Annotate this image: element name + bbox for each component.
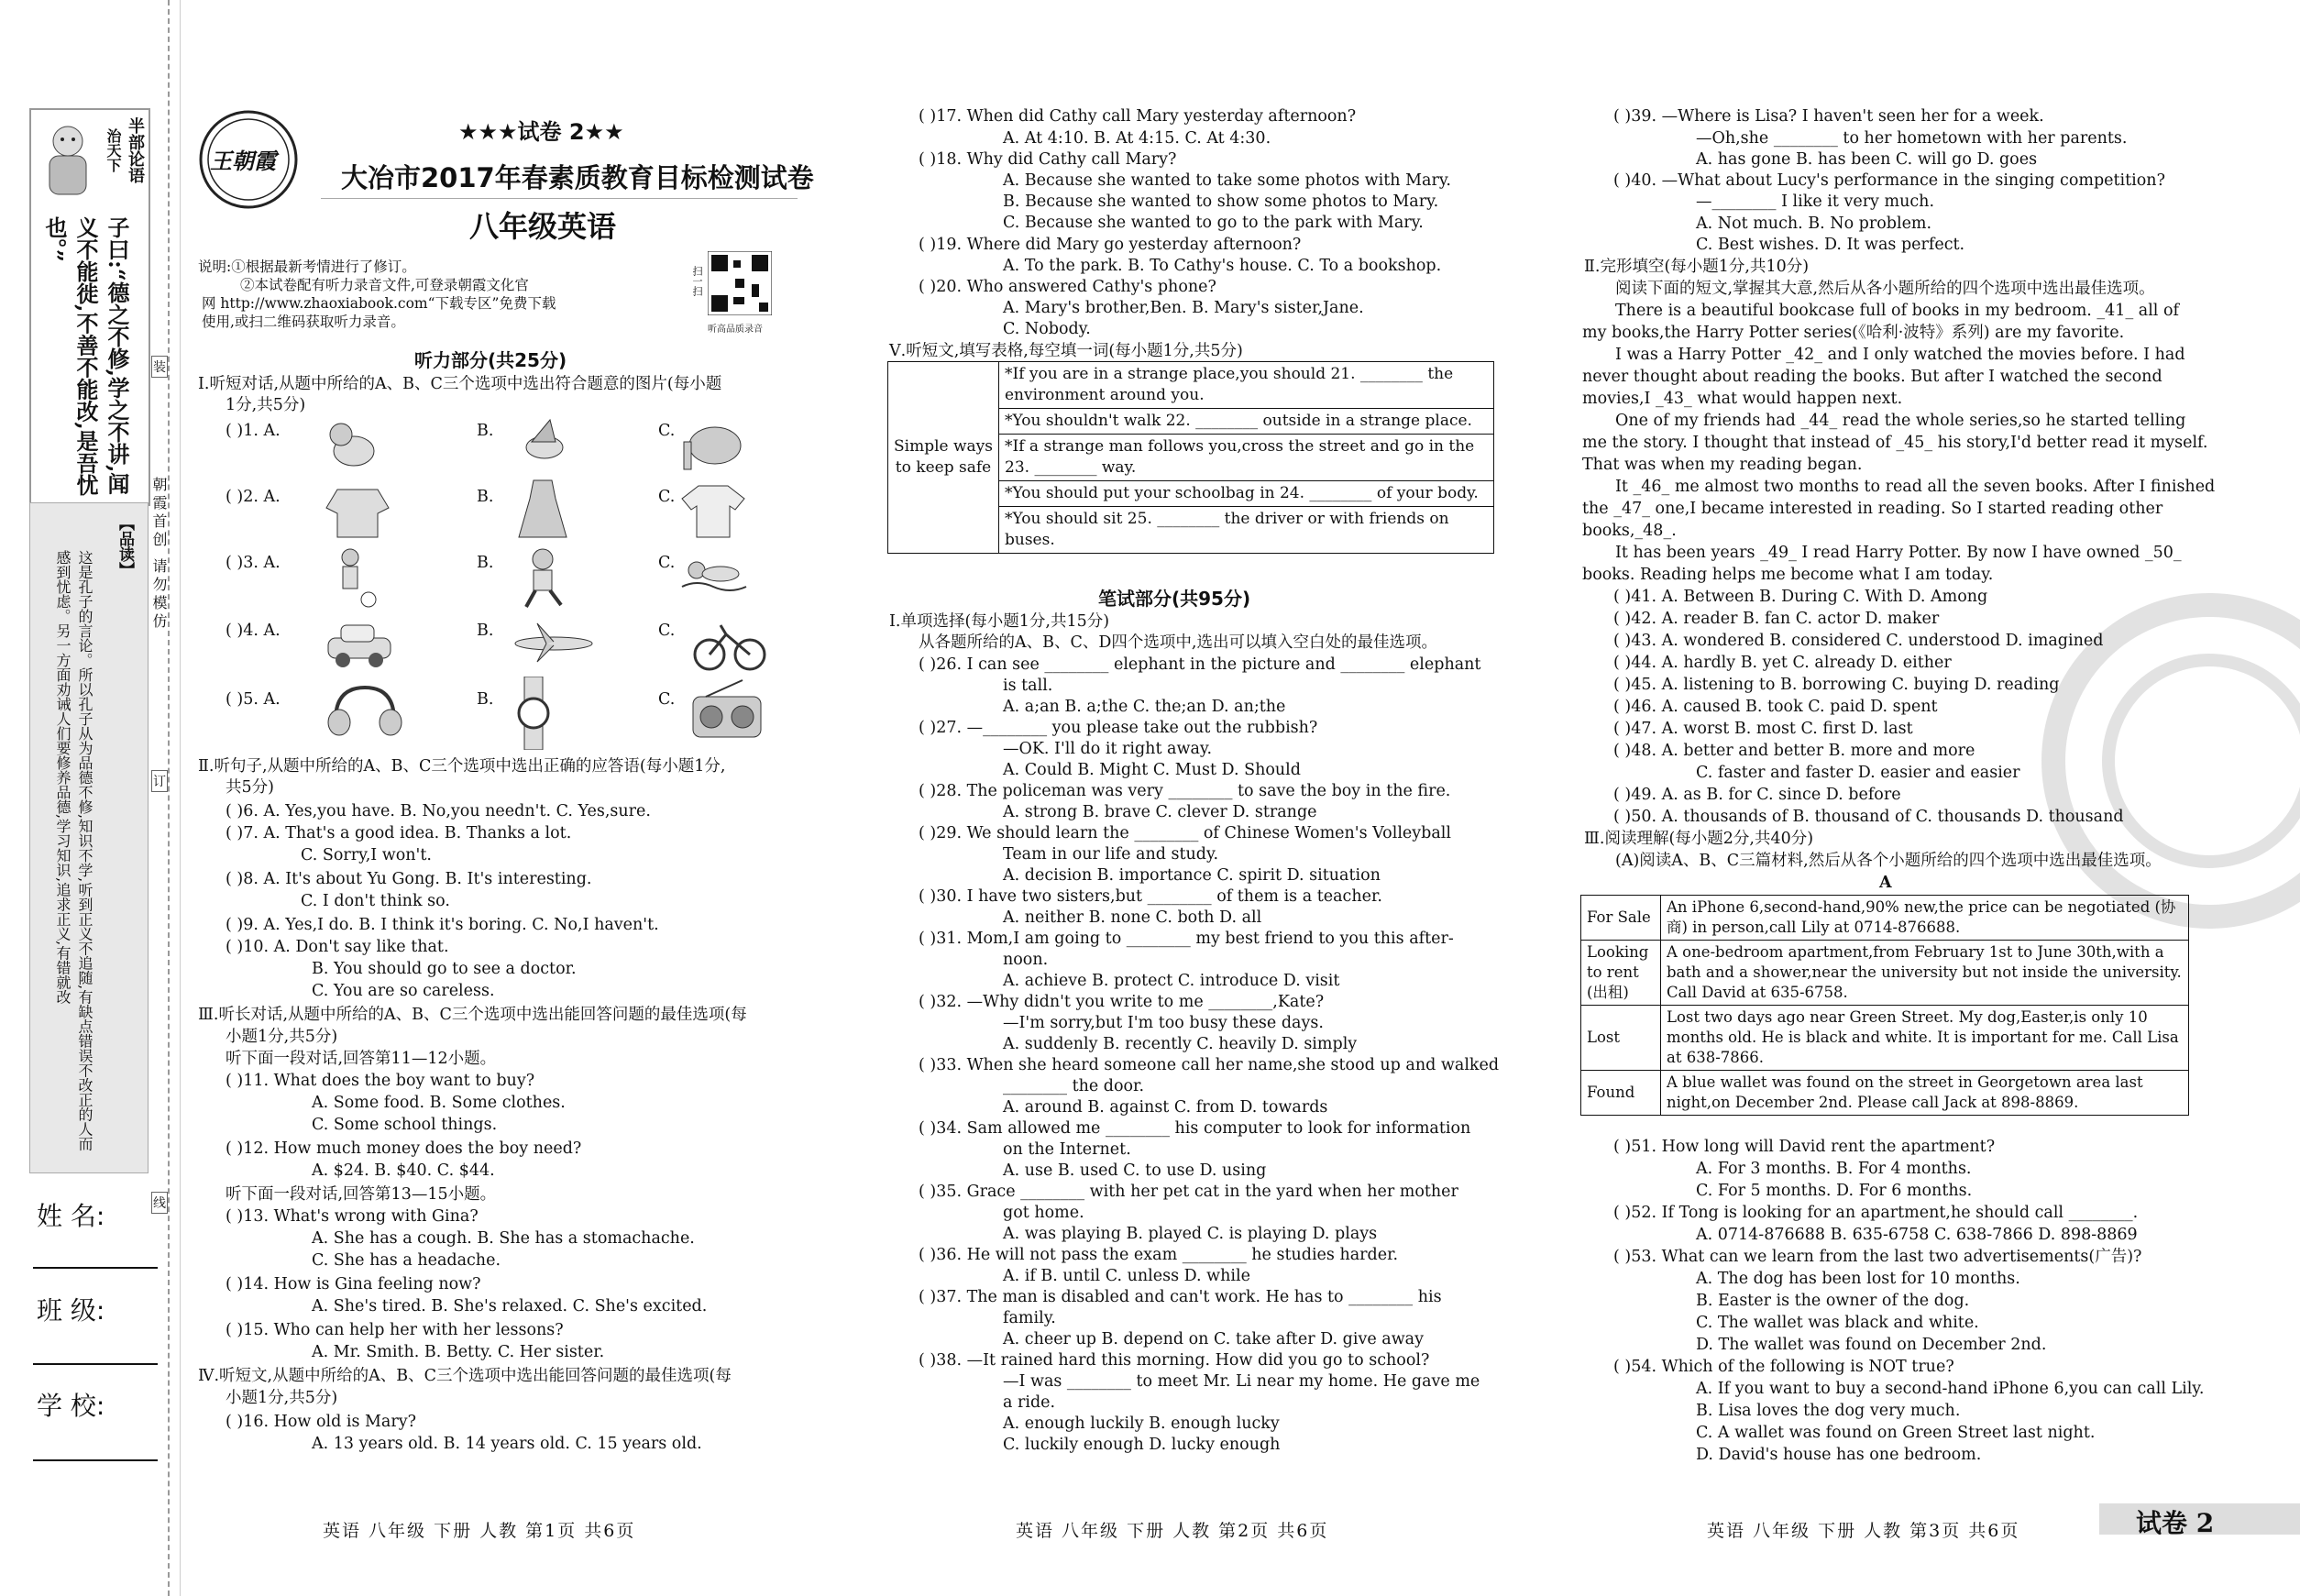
- safety-row-21: *If you are in a strange place,you should 21. ________ the environment around you.: [999, 362, 1494, 409]
- question-18-c: C. Because she wanted to go to the park with Mary.: [1003, 214, 1424, 232]
- section-3-title-b: 小题1分,共5分): [226, 1028, 338, 1046]
- cloze-option-48-cd: C. faster and faster D. easier and easier: [1696, 764, 2020, 782]
- question-40-opts-2: C. Best wishes. D. It was perfect.: [1696, 236, 1965, 254]
- question-19: ( )19. Where did Mary go yesterday afternoon?: [919, 236, 1302, 254]
- sidebar-pindu-label: 【品读】: [116, 515, 134, 578]
- cloze-option-48: ( )48. A. better and better B. more and more: [1613, 742, 1975, 760]
- question-54-a: A. If you want to buy a second-hand iPhone 6,you can call Lily.: [1696, 1380, 2205, 1398]
- question-7: ( )7. A. That's a good idea. B. Thanks a lot.: [226, 824, 572, 842]
- question-11-ab: A. Some food. B. Some clothes.: [312, 1094, 566, 1112]
- paper-number: ★★★试卷 2★★: [458, 119, 624, 145]
- question-52-opts: A. 0714-876688 B. 635-6758 C. 638-7866 D. 898-8869: [1696, 1226, 2138, 1244]
- picture-q3-C: C.: [658, 554, 676, 572]
- section-3-instruction: 听下面一段对话,回答第11—12小题。: [226, 1050, 497, 1068]
- section-5-title: Ⅴ.听短文,填写表格,每空填一词(每小题1分,共5分): [889, 342, 1243, 360]
- question-16-ab: A. 13 years old. B. 14 years old. C. 15 years old.: [312, 1435, 702, 1453]
- question-36-opts: A. if B. until C. unless D. while: [1003, 1267, 1250, 1285]
- question-18-a: A. Because she wanted to take some photos with Mary.: [1003, 171, 1451, 190]
- question-14: ( )14. How is Gina feeling now?: [226, 1275, 481, 1293]
- name-label: 姓 名:: [37, 1201, 105, 1231]
- picture-q5-label: ( )5. A.: [226, 690, 281, 709]
- question-28-opts: A. strong B. brave C. clever D. strange: [1003, 803, 1317, 821]
- question-54-d: D. David's house has one bedroom.: [1696, 1446, 1982, 1464]
- cloze-line-8: That was when my reading began.: [1582, 456, 1863, 474]
- logo: [197, 108, 300, 211]
- ad-key-found: Found: [1581, 1071, 1661, 1116]
- section-3-instruction-2: 听下面一段对话,回答第13—15小题。: [226, 1185, 497, 1204]
- tshirt-icon[interactable]: [680, 480, 746, 545]
- ad-row-found: [1581, 1071, 2189, 1116]
- qr-caption: 听高品质录音: [708, 325, 763, 335]
- sidebar-vertical-strip: 朝霞首创 请勿模仿: [150, 477, 168, 633]
- question-13-c: C. She has a headache.: [312, 1251, 501, 1270]
- cloze-line-9: It _46_ me almost two months to read all the seven books. After I finished: [1615, 478, 2216, 496]
- question-33-b: ________ the door.: [1003, 1077, 1145, 1095]
- footer-page-1: 英语 八年级 下册 人教 第1页 共6页: [323, 1521, 636, 1541]
- radio-icon[interactable]: [688, 678, 766, 746]
- question-7-c: C. Sorry,I won't.: [301, 846, 432, 864]
- note-4: 使用,或扫二维码获取听力录音。: [202, 314, 405, 330]
- sidebar-cut-line-2: [180, 0, 181, 1596]
- note-3: 网 http://www.zhaoxiabook.com“下载专区”免费下载: [202, 295, 556, 312]
- picture-q2-B: B.: [477, 488, 494, 506]
- question-11-c: C. Some school things.: [312, 1116, 498, 1134]
- cloze-option-41: ( )41. A. Between B. During C. With D. Among: [1613, 588, 1988, 606]
- bicycle-icon[interactable]: [693, 614, 766, 678]
- question-10: ( )10. A. Don't say like that.: [226, 938, 449, 956]
- question-14-ab: A. She's tired. B. She's relaxed. C. She's excited.: [312, 1297, 708, 1315]
- section-7-title: Ⅱ.完形填空(每小题1分,共10分): [1584, 258, 1810, 276]
- ad-row-rent: [1581, 941, 2189, 1006]
- question-17: ( )17. When did Cathy call Mary yesterday afternoon?: [919, 107, 1357, 126]
- cloze-line-6: One of my friends had _44_ read the whole series,so he started telling: [1615, 412, 2186, 430]
- question-39-opts: A. has gone B. has been C. will go D. goes: [1696, 150, 2038, 169]
- cloze-line-10: the _47_ one,I became interested in reading. So I started reading other: [1582, 500, 2163, 518]
- picture-q2-label: ( )2. A.: [226, 488, 281, 506]
- school-label: 学 校:: [37, 1391, 105, 1421]
- question-11: ( )11. What does the boy want to buy?: [226, 1072, 535, 1090]
- question-38-opts-1: A. enough luckily B. enough lucky: [1003, 1414, 1280, 1433]
- bird-icon[interactable]: [513, 414, 578, 479]
- question-15: ( )15. Who can help her with her lessons?: [226, 1321, 564, 1339]
- class-field[interactable]: [33, 1363, 158, 1365]
- cloze-option-47: ( )47. A. worst B. most C. first D. last: [1613, 720, 1913, 738]
- section-6-title: Ⅰ.单项选择(每小题1分,共15分): [889, 612, 1110, 631]
- question-38-b: —I was ________ to meet Mr. Li near my home. He gave me: [1003, 1372, 1480, 1391]
- question-40-b: —________ I like it very much.: [1696, 193, 1935, 211]
- picture-q1-B: B.: [477, 422, 494, 440]
- cloze-line-1: There is a beautiful bookcase full of books in my bedroom. _41_ all of: [1615, 302, 2179, 320]
- picture-q2-C: C.: [658, 488, 676, 506]
- school-field[interactable]: [33, 1459, 158, 1461]
- question-26-opts: A. a;an B. a;the C. the;an D. an;the: [1003, 698, 1286, 716]
- question-27-opts: A. Could B. Might C. Must D. Should: [1003, 761, 1301, 779]
- cloze-option-42: ( )42. A. reader B. fan C. actor D. maker: [1613, 610, 1940, 628]
- safety-row-23: *If a strange man follows you,cross the street and go in the 23. ________ way.: [999, 435, 1494, 481]
- ads-table: [1580, 895, 2189, 1116]
- question-20: ( )20. Who answered Cathy's phone?: [919, 278, 1216, 296]
- question-51: ( )51. How long will David rent the apartment?: [1613, 1138, 1996, 1156]
- question-6: ( )6. A. Yes,you have. B. No,you needn't. C. Yes,sure.: [226, 802, 651, 820]
- section-3-title: Ⅲ.听长对话,从题中所给的A、B、C三个选项中选出能回答问题的最佳选项(每: [198, 1006, 747, 1024]
- cloze-line-11: books,_48_.: [1582, 522, 1677, 540]
- question-51-opts-1: A. For 3 months. B. For 4 months.: [1696, 1160, 1972, 1178]
- question-32-opts: A. suddenly B. recently C. heavily D. simply: [1003, 1035, 1358, 1053]
- question-40-opts-1: A. Not much. B. No problem.: [1696, 215, 1932, 233]
- question-10-c: C. You are so careless.: [312, 982, 495, 1000]
- question-30: ( )30. I have two sisters,but ________ of them is a teacher.: [919, 887, 1382, 906]
- sidebar-cut-line: [168, 0, 170, 1596]
- elephant-icon[interactable]: [678, 414, 748, 479]
- question-9: ( )9. A. Yes,I do. B. I think it's boring. C. No,I haven't.: [226, 916, 659, 934]
- safety-table: [887, 361, 1494, 554]
- cloze-option-45: ( )45. A. listening to B. borrowing C. buying D. reading: [1613, 676, 2060, 694]
- cloze-line-3: I was a Harry Potter _42_ and I only watched the movies before. I had: [1615, 346, 2185, 364]
- ad-value-rent: A one-bedroom apartment,from February 1st to June 30th,with a bath and a shower,near the university but not inside the university. Call David at 635-6758.: [1661, 941, 2189, 1006]
- ad-key-lost: Lost: [1581, 1006, 1661, 1071]
- question-53: ( )53. What can we learn from the last two advertisements(广告)?: [1613, 1248, 2142, 1266]
- writing-title: 笔试部分(共95分): [1098, 588, 1251, 610]
- qr-side-text: 扫一扫: [691, 266, 703, 296]
- question-12: ( )12. How much money does the boy need?: [226, 1139, 582, 1158]
- question-54-b: B. Lisa loves the dog very much.: [1696, 1402, 1961, 1420]
- car-icon[interactable]: [323, 620, 396, 675]
- cloze-line-12: It has been years _49_ I read Harry Potter. By now I have owned _50_: [1615, 544, 2182, 562]
- section-2-title-b: 共5分): [226, 778, 274, 797]
- question-27-b: —OK. I'll do it right away.: [1003, 740, 1213, 758]
- sidebar-quote: 子曰:“德之不修,学之不讲,闻义不能徙,不善不能改,是吾忧也。”: [41, 216, 130, 496]
- boy-running-icon[interactable]: [513, 546, 572, 614]
- question-33-opts: A. around B. against C. from D. towards: [1003, 1098, 1328, 1117]
- sidebar-portrait-icon: [37, 119, 99, 198]
- dog-icon[interactable]: [323, 414, 387, 479]
- passage-label: A: [1879, 874, 1892, 892]
- question-37: ( )37. The man is disabled and can't work. He has to ________ his: [919, 1288, 1442, 1306]
- footer-corner-label: 试卷 2: [2136, 1508, 2215, 1538]
- question-34-opts: A. use B. used C. to use D. using: [1003, 1161, 1267, 1180]
- question-39: ( )39. —Where is Lisa? I haven't seen her for a week.: [1613, 107, 2044, 126]
- question-51-opts-2: C. For 5 months. D. For 6 months.: [1696, 1182, 1973, 1200]
- headphones-icon[interactable]: [323, 684, 405, 743]
- question-20-ab: A. Mary's brother,Ben. B. Mary's sister,Jane.: [1003, 299, 1364, 317]
- section-4-title-b: 小题1分,共5分): [226, 1389, 338, 1407]
- qr-code-icon[interactable]: [708, 251, 772, 315]
- safety-row-25: *You should sit 25. ________ the driver or with friends on buses.: [999, 507, 1494, 554]
- question-8-c: C. I don't think so.: [301, 892, 450, 910]
- question-29: ( )29. We should learn the ________ of Chinese Women's Volleyball: [919, 824, 1451, 842]
- question-27: ( )27. —________ you please take out the rubbish?: [919, 719, 1318, 737]
- question-30-opts: A. neither B. none C. both D. all: [1003, 908, 1262, 927]
- question-18-b: B. Because she wanted to show some photos to Mary.: [1003, 193, 1439, 211]
- sidebar: [0, 0, 174, 1596]
- question-37-opts: A. cheer up B. depend on C. take after D. give away: [1003, 1330, 1424, 1348]
- section-1-title: Ⅰ.听短对话,从题中所给的A、B、C三个选项中选出符合题意的图片(每小题: [198, 375, 722, 393]
- cloze-line-4: never thought about reading the books. But after I watched the second: [1582, 368, 2162, 386]
- question-35-opts: A. was playing B. played C. is playing D. plays: [1003, 1225, 1378, 1243]
- question-36: ( )36. He will not pass the exam ________ he studies harder.: [919, 1246, 1399, 1264]
- cloze-line-13: books. Reading helps me become what I am today.: [1582, 566, 1994, 584]
- ad-key-rent: Looking to rent (出租): [1581, 941, 1661, 1006]
- sidebar-brand-side: 治天下: [105, 128, 122, 172]
- ad-row-lost: [1581, 1006, 2189, 1071]
- question-38: ( )38. —It rained hard this morning. How did you go to school?: [919, 1351, 1430, 1370]
- question-10-b: B. You should go to see a doctor.: [312, 960, 577, 978]
- question-37-b: family.: [1003, 1309, 1056, 1327]
- cloze-option-43: ( )43. A. wondered B. considered C. understood D. imagined: [1613, 632, 2104, 650]
- question-19-opts: A. To the park. B. To Cathy's house. C. To a bookshop.: [1003, 257, 1442, 275]
- cloze-option-49: ( )49. A. as B. for C. since D. before: [1613, 786, 1901, 804]
- question-35-b: got home.: [1003, 1204, 1084, 1222]
- question-35: ( )35. Grace ________ with her pet cat in the yard when her mother: [919, 1183, 1458, 1201]
- question-34-b: on the Internet.: [1003, 1140, 1131, 1159]
- safety-row-22: *You shouldn't walk 22. ________ outside in a strange place.: [999, 409, 1494, 435]
- exam-title: 大冶市2017年春素质教育目标检测试卷: [341, 162, 814, 193]
- question-39-b: —Oh,she ________ to her hometown with her parents.: [1696, 129, 2128, 148]
- airplane-icon[interactable]: [510, 620, 598, 669]
- name-field[interactable]: [33, 1267, 158, 1269]
- question-20-c: C. Nobody.: [1003, 320, 1091, 338]
- ad-key-sale: For Sale: [1581, 896, 1661, 941]
- question-26: ( )26. I can see ________ elephant in the picture and ________ elephant: [919, 655, 1481, 674]
- question-40: ( )40. —What about Lucy's performance in the singing competition?: [1613, 171, 2165, 190]
- question-31: ( )31. Mom,I am going to ________ my best friend to you this after-: [919, 930, 1454, 948]
- title-rule: [321, 198, 798, 199]
- picture-q4-C: C.: [658, 622, 676, 640]
- cloze-option-46: ( )46. A. caused B. took C. paid D. spent: [1613, 698, 1938, 716]
- question-38-c: a ride.: [1003, 1393, 1056, 1412]
- footer-page-3: 英语 八年级 下册 人教 第3页 共6页: [1707, 1521, 2020, 1541]
- picture-q5-C: C.: [658, 690, 676, 709]
- cloze-line-7: me the story. I thought that instead of _45_ his story,I'd better read it myself.: [1582, 434, 2208, 452]
- cloze-option-44: ( )44. A. hardly B. yet C. already D. either: [1613, 654, 1952, 672]
- question-12-ab: A. $24. B. $40. C. $44.: [312, 1161, 495, 1180]
- cloze-option-50: ( )50. A. thousands of B. thousand of C. thousands D. thousand: [1613, 808, 2124, 826]
- section-4-title: Ⅳ.听短文,从题中所给的A、B、C三个选项中选出能回答问题的最佳选项(每: [198, 1367, 732, 1385]
- question-34: ( )34. Sam allowed me ________ his computer to look for information: [919, 1119, 1471, 1138]
- question-32-b: —I'm sorry,but I'm too busy these days.: [1003, 1014, 1324, 1032]
- picture-q5-B: B.: [477, 690, 494, 709]
- question-32: ( )32. —Why didn't you write to me ________,Kate?: [919, 993, 1325, 1011]
- question-15-ab: A. Mr. Smith. B. Betty. C. Her sister.: [312, 1343, 605, 1361]
- sidebar-brand-top: 半部论语: [126, 117, 145, 183]
- question-31-b: noon.: [1003, 951, 1049, 969]
- question-52: ( )52. If Tong is looking for an apartment,he should call ________.: [1613, 1204, 2139, 1222]
- picture-q3-B: B.: [477, 554, 494, 572]
- sidebar-seal-2: 订: [151, 770, 168, 792]
- ad-value-lost: Lost two days ago near Green Street. My dog,Easter,is only 10 months old. He is black and white. It is important for me. Call Lisa at 638-7866.: [1661, 1006, 2189, 1071]
- question-17-opts: A. At 4:10. B. At 4:15. C. At 4:30.: [1003, 129, 1271, 148]
- swimmer-icon[interactable]: [678, 546, 750, 611]
- ad-value-sale: An iPhone 6,second-hand,90% new,the price can be negotiated (协商) in person,call Lily at 0714-876688.: [1661, 896, 2189, 941]
- cloze-line-5: movies,I _43_ what would happen next.: [1582, 390, 1903, 408]
- question-53-a: A. The dog has been lost for 10 months.: [1696, 1270, 2020, 1288]
- question-53-d: D. The wallet was found on December 2nd.: [1696, 1336, 2047, 1354]
- question-33: ( )33. When she heard someone call her name,she stood up and walked: [919, 1056, 1500, 1074]
- class-label: 班 级:: [37, 1295, 105, 1326]
- ad-value-found: A blue wallet was found on the street in Georgetown area last night,on December 2nd. Please call Jack at 898-8869.: [1661, 1071, 2189, 1116]
- question-8: ( )8. A. It's about Yu Gong. B. It's interesting.: [226, 870, 592, 888]
- note-1: 说明:①根据最新考情进行了修订。: [198, 259, 416, 275]
- logo-text: 王朝霞: [210, 148, 276, 174]
- footer-page-2: 英语 八年级 下册 人教 第2页 共6页: [1016, 1521, 1329, 1541]
- question-16: ( )16. How old is Mary?: [226, 1413, 416, 1431]
- ad-row-sale: [1581, 896, 2189, 941]
- section-1-title-b: 1分,共5分): [226, 396, 306, 414]
- listening-title: 听力部分(共25分): [414, 349, 567, 371]
- question-54: ( )54. Which of the following is NOT true?: [1613, 1358, 1954, 1376]
- safety-row-24: *You should put your schoolbag in 24. ________ of your body.: [999, 481, 1494, 507]
- question-53-c: C. The wallet was black and white.: [1696, 1314, 1979, 1332]
- picture-q3-label: ( )3. A.: [226, 554, 281, 572]
- section-8-instruction: (A)阅读A、B、C三篇材料,然后从各个小题所给的四个选项中选出最佳选项。: [1615, 852, 2162, 870]
- safety-table-left: Simple ways to keep safe: [888, 362, 999, 554]
- watch-icon[interactable]: [513, 677, 554, 754]
- question-31-opts: A. achieve B. protect C. introduce D. visit: [1003, 972, 1340, 990]
- question-26-b: is tall.: [1003, 677, 1053, 695]
- question-53-b: B. Easter is the owner of the dog.: [1696, 1292, 1970, 1310]
- dress-icon[interactable]: [515, 477, 570, 545]
- sidebar-pindu: 这是孔子的言论。所以孔子从为品德不修,知识不学,听到正义不追随,有缺点错误不改正的人而感到忧虑。另一方面劝诫人们要修养品德,学习知识,追求正义,有错就改: [54, 550, 94, 1151]
- question-29-opts: A. decision B. importance C. spirit D. situation: [1003, 866, 1381, 885]
- sweater-icon[interactable]: [323, 480, 392, 545]
- question-54-c: C. A wallet was found on Green Street last night.: [1696, 1424, 2096, 1442]
- section-6-instruction: 从各题所给的A、B、C、D四个选项中,选出可以填入空白处的最佳选项。: [919, 633, 1437, 652]
- section-2-title: Ⅱ.听句子,从题中所给的A、B、C三个选项中选出正确的应答语(每小题1分,: [198, 757, 726, 776]
- question-29-b: Team in our life and study.: [1003, 845, 1219, 864]
- picture-q1-C: C.: [658, 422, 676, 440]
- section-8-title: Ⅲ.阅读理解(每小题2分,共40分): [1584, 830, 1814, 848]
- sidebar-seal-3: 线: [151, 1192, 168, 1214]
- picture-q1-label: ( )1. A.: [226, 422, 281, 440]
- section-7-instruction: 阅读下面的短文,掌握其大意,然后从各小题所给的四个选项中选出最佳选项。: [1615, 280, 2155, 298]
- question-28: ( )28. The policeman was very ________ to save the boy in the fire.: [919, 782, 1451, 800]
- picture-q4-B: B.: [477, 622, 494, 640]
- note-2: ②本试卷配有听力录音文件,可登录朝霞文化官: [240, 277, 529, 293]
- question-18: ( )18. Why did Cathy call Mary?: [919, 150, 1177, 169]
- question-13-ab: A. She has a cough. B. She has a stomachache.: [312, 1229, 695, 1248]
- question-38-opts-2: C. luckily enough D. lucky enough: [1003, 1436, 1281, 1454]
- picture-q4-label: ( )4. A.: [226, 622, 281, 640]
- question-13: ( )13. What's wrong with Gina?: [226, 1207, 479, 1226]
- sidebar-seal-1: 装: [151, 356, 168, 378]
- football-player-icon[interactable]: [326, 546, 381, 614]
- cloze-line-2: my books,the Harry Potter series(《哈利·波特》系列) are my favorite.: [1582, 324, 2125, 342]
- exam-subtitle: 八年级英语: [469, 209, 617, 244]
